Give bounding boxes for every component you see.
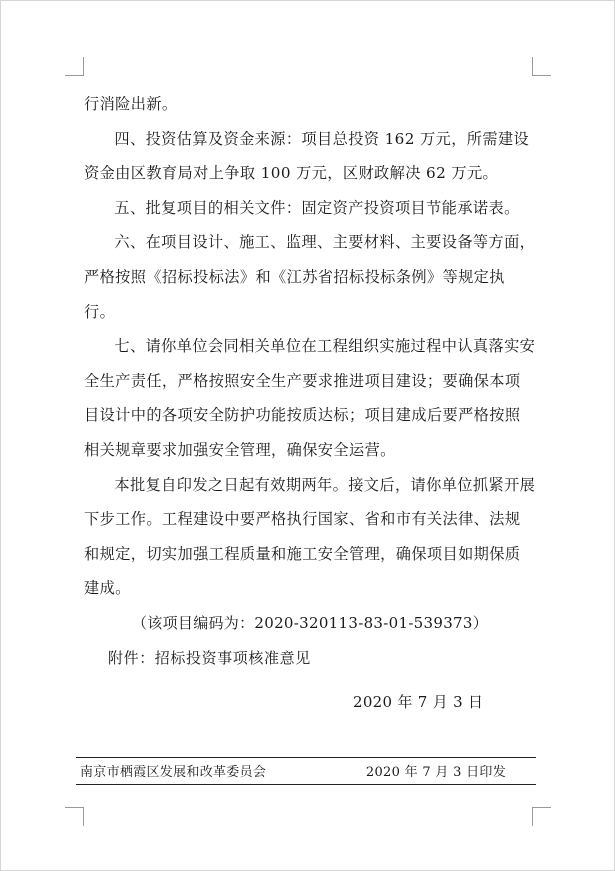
project-code: （该项目编码为：2020-320113-83-01-539373） xyxy=(132,613,489,632)
paragraph-continuation: 行消险出新。 xyxy=(84,95,178,113)
paragraph-bidding: 六、在项目设计、施工、监理、主要材料、主要设备等方面，严格按照《招标投标法》和《江苏省招标投标条例》等规定执行。 xyxy=(84,233,536,321)
crop-mark-top-right xyxy=(532,57,551,76)
crop-mark-bottom-left xyxy=(65,807,84,826)
paragraph-investment: 四、投资估算及资金来源：项目总投资 162 万元，所需建设资金由区教育局对上争取 100 万元，区财政解决 62 万元。 xyxy=(84,129,530,183)
footer-print-date: 2020 年 7 月 3 日印发 xyxy=(365,765,506,780)
paragraph-validity: 本批复自印发之日起有效期两年。接文后，请你单位抓紧开展下步工作。工程建设中要严格执行国家、省和市有关法律、法规和规定，切实加强工程质量和施工安全管理，确保项目如期保质建成。 xyxy=(84,475,536,598)
document-body xyxy=(84,87,536,675)
footer-organization: 南京市栖霞区发展和改革委员会 xyxy=(80,765,267,780)
crop-mark-bottom-right xyxy=(532,807,551,826)
paragraph-safety: 七、请你单位会同相关单位在工程组织实施过程中认真落实安全生产责任，严格按照安全生产要求推进项目建设；要确保本项目设计中的各项安全防护功能按质达标；项目建成后要严格按照相关规章要求加强安全管理，确保安全运营。 xyxy=(84,337,536,459)
paragraph-related-documents: 五、批复项目的相关文件：固定资产投资项目节能承诺表。 xyxy=(114,198,520,217)
crop-mark-top-left xyxy=(65,57,84,76)
document-footer xyxy=(76,757,536,785)
attachment-line: 附件：招标投资事项核准意见 xyxy=(108,648,311,667)
issue-date: 2020 年 7 月 3 日 xyxy=(353,693,484,711)
